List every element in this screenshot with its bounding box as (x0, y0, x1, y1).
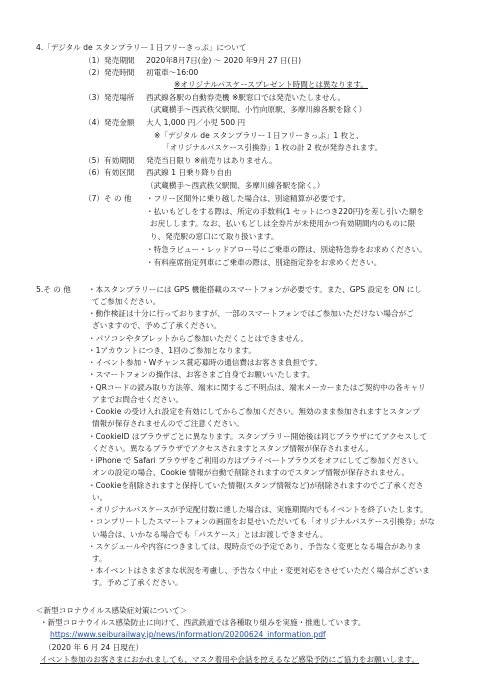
section5-line: い場合は、いかなる場合でも「パスケース」とはお渡しできません。 (92, 530, 328, 539)
section5-line: ・動作検証は十分に行っておりますが、一部のスマートフォンではご参加いただけない場合がご (88, 309, 414, 318)
s4-item-3-note: （武蔵横手～西武秩父駅間、小竹向原駅、多摩川線各駅を除く） (146, 105, 367, 114)
s4-item-7-line5: ・特急ラビュー・レッドアロー号にご乗車の際は、別途特急券をお求めください。 (146, 245, 427, 254)
section5-line: ・1アカウントにつき、1回のご参加となります。 (88, 346, 256, 355)
s4-item-7-line1: ・フリー区間外に乗り越した場合は、別途精算が必要です。 (146, 194, 351, 203)
section5-line: ・iPhone で Safari ブラウザをご利用の方はプライベートブラウズをオフにしてご参加ください。 (88, 456, 423, 465)
section5-line: ・パソコンやタブレットからご参加いただくことはできません。 (88, 334, 309, 343)
covid-heading: ＜新型コロナウイルス感染症対策について＞ (36, 606, 188, 615)
s4-item-4-note1: ※「デジタル de スタンプラリー１日フリーきっぷ」1 枚と、 (154, 131, 364, 140)
s4-item-4-note2: 「オリジナルパスケース引換券」1 枚の計 2 枚が発券されます。 (162, 143, 383, 152)
covid-line: ・新型コロナウイルス感染防止に向けて、西武鉄道では各種取り組みを実施・推進しています。 (40, 618, 366, 627)
s4-item-3-label: （3）発売場所 (84, 93, 135, 102)
section5-line: ください。異なるブラウザでアクセスされますとスタンプ情報が保存されません。 (92, 444, 374, 453)
section5-line: てご参加ください。 (92, 297, 161, 306)
section5-line: ざいますので、予めご了承ください。 (92, 321, 221, 330)
s4-item-6-label: （6）有効区間 (84, 168, 135, 177)
section5-line: ・スマートフォンの操作は、お客さまご自身でお願いいたします。 (88, 370, 315, 379)
s4-item-7-line2: ・払いもどしをする際は、所定の手数料(1 セットにつき220円)を差し引いた額を (146, 207, 425, 216)
covid-link[interactable]: https://www.seiburailway.jp/news/information/20200624_information.pdf (50, 630, 326, 639)
section5-line: ・Cookie の受け入れ設定を有効にしてからご参加ください。無効のまま参加されますとスタンプ (88, 407, 420, 416)
section5-line: 情報が保存されませんのでご注意ください。 (92, 419, 244, 428)
section5-line: アまでお問合せください。 (92, 395, 184, 404)
s4-item-5-label: （5）有効期間 (84, 156, 135, 165)
section5-heading: 5.そ の 他 (36, 285, 71, 294)
covid-notice: イベント参加のお客さまにおかれましても、マスク着用や会話を控えるなど感染予防にご協力をお願いします。 (40, 655, 420, 664)
section5-line: ・本スタンプラリーには GPS 機能搭載のスマートフォンが必要です。また、GPS 設定を ON にし (88, 285, 422, 294)
section5-line: ・オリジナルパスケースが予定配付数に達した場合は、実施期間内でもイベントを終了いたします。 (88, 505, 428, 514)
s4-item-5-value: 発売当日限り ※前売りはありません。 (146, 156, 277, 165)
s4-item-7-line4: り、発売駅の窓口にて取り扱います。 (150, 232, 279, 241)
section5-line: ・本イベントはさまざまな状況を考慮し、予告なく中止・変更対応をさせていただく場合がございま (88, 566, 430, 575)
section5-line: ・QRコードの読み取り方法等、端末に関するご不明点は、端末メーカーまたはご契約中の各キャリ (88, 383, 426, 392)
section5-line: ・スケジュールや内容につきましては、現時点での予定であり、予告なく変更となる場合がありま (88, 542, 422, 551)
s4-item-7-line3: お戻しします。なお、払いもどしは全券片が未使用かつ有効期間内のものに限 (150, 219, 416, 228)
s4-item-2-note: ※オリジナルパスケースプレゼント時間とは異なります。 (174, 80, 368, 89)
section5-line: ・CookieID はブラウザごとに異なります。スタンプラリー開始後は同じブラウザにてアクセスして (88, 432, 428, 441)
covid-date: （2020 年 6 月 24 日現在） (44, 643, 144, 652)
s4-item-2-value: 初電車～16:00 (146, 68, 199, 77)
s4-item-6-value: 西武線 1 日乗り降り自由 (146, 168, 232, 177)
section4-heading: 4.「デジタル de スタンプラリー１日フリーきっぷ」について (36, 43, 247, 52)
section5-line: ・イベント参加・Wチャンス賞応募時の通信費はお客さま負担です。 (88, 358, 323, 367)
s4-item-1-label: （1）発売期間 (84, 56, 135, 65)
s4-item-4-label: （4）発売金額 (84, 118, 135, 127)
section5-line: ・コンプリートしたスマートフォンの画面をお見せいただいても「オリジナルパスケース引換券」がな (88, 517, 435, 526)
section5-line: す。 (92, 554, 107, 563)
s4-item-1-value: 2020年8月7日(金) ～ 2020 年9月 27 日(日) (146, 56, 302, 65)
s4-item-4-value: 大人 1,000 円／小児 500 円 (146, 118, 246, 127)
s4-item-3-value: 西武線各駅の自動券売機 ※駅窓口では発売いたしません。 (146, 93, 346, 102)
section5-line: ・Cookieを削除されますと保持していた情報(スタンプ情報など)が削除されますのでご了承くださ (88, 481, 424, 490)
s4-item-6-note: （武蔵横手～西武秩父駅間、多摩川線各駅を除く。） (146, 181, 325, 190)
s4-item-2-label: （2）発売時間 (84, 68, 135, 77)
section5-line: す。予めご了承ください。 (92, 578, 183, 587)
s4-item-7-label: （7）そ の 他 (84, 194, 132, 203)
section5-line: オンの設定の場合、Cookie 情報が自動で削除されますのでスタンプ情報が保存されません。 (92, 468, 410, 477)
section5-line: い。 (92, 493, 108, 502)
s4-item-7-line6: ・有料座席指定列車にご乗車の際は、別途指定券をお求めください。 (146, 258, 382, 267)
